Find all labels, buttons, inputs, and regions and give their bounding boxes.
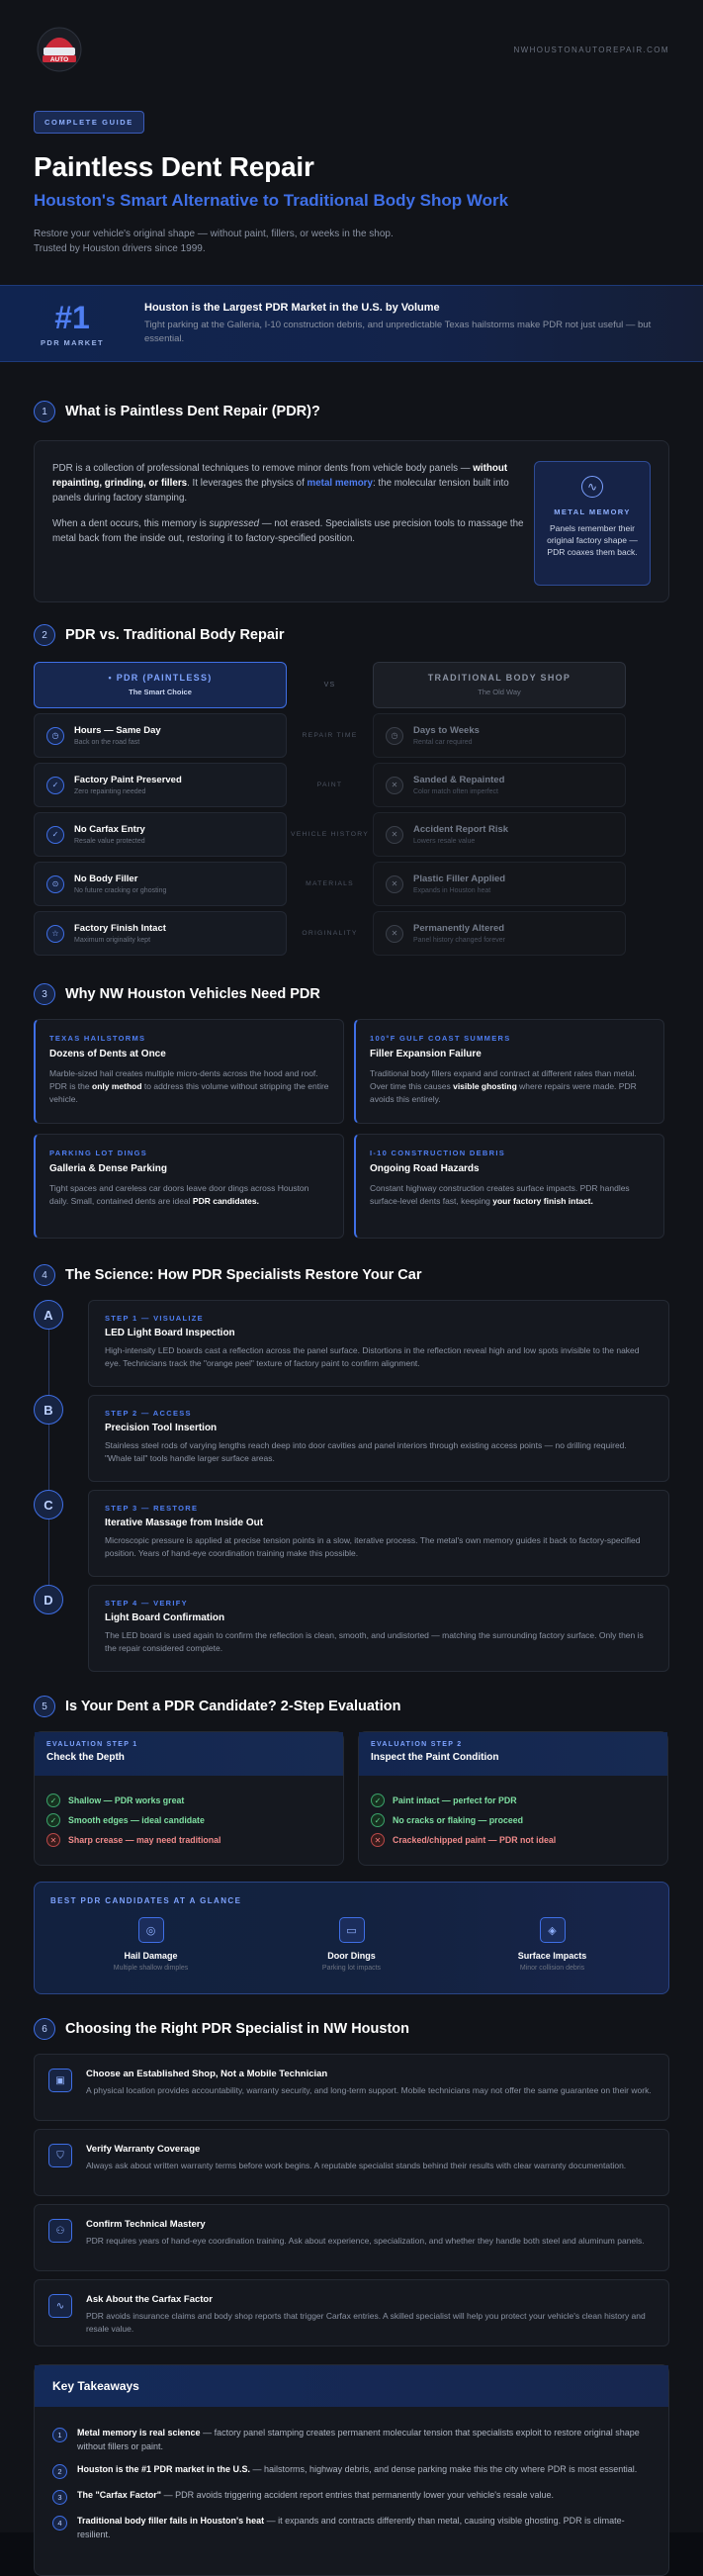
best-item-surface: ◈ Surface Impacts Minor collision debris — [464, 1917, 642, 1972]
takeaway-number: 3 — [52, 2490, 67, 2505]
step-title: Precision Tool Insertion — [105, 1423, 218, 1433]
specialist-tip — [34, 2054, 669, 2121]
x-icon: ✕ — [386, 875, 403, 893]
section-title: Choosing the Right PDR Specialist in NW Houston — [65, 2021, 409, 2037]
reason-title: Ongoing Road Hazards — [370, 1163, 480, 1174]
pdr-cell-title: No Body Filler — [74, 874, 138, 884]
section-number: 4 — [34, 1264, 55, 1286]
check-icon: ◷ — [46, 727, 64, 745]
step-kicker: STEP 2 — ACCESS — [105, 1409, 192, 1418]
step-desc: High-intensity LED boards cast a reflection across the panel surface. Distortions in the reflection reveal high and low spots invisible to the naked eye. Technicians track the "orange peel" texture of factory paint to confirm alignment. — [105, 1345, 640, 1368]
x-icon: ✕ — [386, 777, 403, 794]
reason-desc: Tight spaces and careless car doors leave door dings across Houston daily. Small, contained dents are ideal PDR candidates. — [49, 1183, 309, 1206]
best-item-hail: ◎ Hail Damage Multiple shallow dimples — [62, 1917, 240, 1972]
row-category: ORIGINALITY — [302, 930, 358, 937]
section-number: 3 — [34, 983, 55, 1005]
step-desc: Stainless steel rods of varying lengths reach deep into door cavities and panel interiors through existing access points — no drilling required. "Whale tail" tools handle larger surface areas. — [105, 1440, 627, 1463]
check-icon: ✓ — [46, 826, 64, 844]
specialist-tip — [34, 2279, 669, 2346]
vs-label: VS — [323, 682, 336, 689]
reason-kicker: 100°F GULF COAST SUMMERS — [370, 1034, 511, 1043]
tip-title: Ask About the Carfax Factor — [86, 2294, 213, 2305]
body-shop-column-header: TRADITIONAL BODY SHOP The Old Way — [373, 662, 626, 708]
reason-desc: Traditional body fillers expand and contract at different rates than metal. Over time this causes visible ghosting where repairs were made. PDR avoids this entirely. — [370, 1068, 637, 1104]
step-kicker: STEP 1 — VISUALIZE — [105, 1314, 204, 1323]
check-icon: ✓ — [46, 1794, 60, 1807]
comparison-row — [34, 812, 669, 857]
body-shop-cell — [373, 911, 626, 956]
check-icon: ✓ — [46, 1813, 60, 1827]
x-icon: ✕ — [386, 826, 403, 844]
takeaway-item — [52, 2488, 651, 2505]
best-candidates-panel — [34, 1882, 669, 1994]
evaluation-title: Inspect the Paint Condition — [371, 1752, 499, 1763]
evaluation-title: Check the Depth — [46, 1752, 125, 1763]
header — [34, 22, 669, 77]
logo[interactable] — [34, 26, 85, 73]
check-icon: ✓ — [371, 1794, 385, 1807]
evaluation-card — [358, 1731, 668, 1866]
callout-title: METAL MEMORY — [554, 507, 631, 516]
body-shop-cell — [373, 812, 626, 857]
timeline-line — [48, 1519, 49, 1585]
step-title: LED Light Board Inspection — [105, 1328, 235, 1338]
pdr-definition-card — [34, 440, 669, 602]
tip-desc: PDR avoids insurance claims and body shop reports that trigger Carfax entries. A skilled specialist will help you protect your vehicle's clean history and resale value. — [86, 2311, 646, 2334]
timeline-line — [48, 1330, 49, 1395]
pdr-cell — [34, 763, 287, 807]
key-takeaways — [34, 2364, 669, 2576]
pdr-cell — [34, 911, 287, 956]
reason-card — [354, 1134, 664, 1239]
reason-desc: Marble-sized hail creates multiple micro-dents across the hood and roof. PDR is the only method to address this volume without stripping the entire vehicle. — [49, 1068, 329, 1104]
step-kicker: STEP 3 — RESTORE — [105, 1504, 199, 1513]
section-number: 1 — [34, 401, 55, 422]
section-science — [0, 1264, 703, 1672]
row-category: REPAIR TIME — [302, 732, 358, 739]
body-shop-cell — [373, 862, 626, 906]
section-title: Why NW Houston Vehicles Need PDR — [65, 986, 320, 1002]
evaluation-card — [34, 1731, 344, 1866]
x-icon: ✕ — [371, 1833, 385, 1847]
section-what-is-pdr — [0, 401, 703, 602]
reason-card — [34, 1134, 344, 1239]
reason-kicker: I-10 CONSTRUCTION DEBRIS — [370, 1149, 506, 1157]
check-icon: ☆ — [46, 925, 64, 943]
layers-icon: ◈ — [540, 1917, 566, 1943]
body-shop-cell-title: Days to Weeks — [413, 725, 480, 736]
body-shop-cell-sub: Panel history changed forever — [413, 937, 505, 944]
callout-desc: Panels remember their original factory shape — PDR coaxes them back. — [547, 523, 638, 557]
pdr-cell — [34, 713, 287, 758]
briefcase-icon: ▣ — [48, 2069, 72, 2092]
takeaway-number: 1 — [52, 2428, 67, 2442]
target-icon: ◎ — [138, 1917, 164, 1943]
x-icon: ✕ — [46, 1833, 60, 1847]
takeaway-number: 4 — [52, 2516, 67, 2530]
best-candidates-title: BEST PDR CANDIDATES AT A GLANCE — [50, 1896, 242, 1905]
users-icon: ⚇ — [48, 2219, 72, 2243]
takeaways-title: Key Takeaways — [35, 2365, 668, 2407]
pdr-cell-title: No Carfax Entry — [74, 824, 145, 835]
takeaway-text: Metal memory is real science — factory panel stamping creates permanent molecular tension that specialists exploit to restore original shape without fillers or paint. — [77, 2428, 640, 2451]
takeaway-item — [52, 2514, 651, 2541]
step-card — [88, 1585, 669, 1672]
x-icon: ✕ — [386, 925, 403, 943]
row-category: PAINT — [316, 782, 343, 788]
tip-desc: A physical location provides accountability, warranty security, and long-term support. Mobile technicians may not offer the same guarantee on their work. — [86, 2085, 652, 2095]
body-shop-cell-title: Accident Report Risk — [413, 824, 509, 835]
process-step — [34, 1395, 669, 1482]
pdr-cell-sub: No future cracking or ghosting — [74, 887, 167, 894]
takeaway-number: 2 — [52, 2464, 67, 2479]
band-desc: Tight parking at the Galleria, I-10 construction debris, and unpredictable Texas hailstorms make PDR not just useful — but essential. — [144, 319, 652, 344]
intro-text: Restore your vehicle's original shape — without paint, fillers, or weeks in the shop. Trusted by Houston drivers since 1999. — [34, 229, 394, 254]
pdr-cell-sub: Maximum originality kept — [74, 937, 151, 944]
step-desc: The LED board is used again to confirm the reflection is clean, smooth, and undistorted — matching the surrounding factory surface. Only then is the repair considered complete. — [105, 1630, 644, 1653]
market-band — [0, 285, 703, 362]
guide-badge: COMPLETE GUIDE — [34, 111, 144, 134]
evaluation-kicker: EVALUATION STEP 1 — [46, 1741, 138, 1748]
pulse-icon: ∿ — [48, 2294, 72, 2318]
evaluation-item: ✕ Sharp crease — may need traditional — [46, 1833, 331, 1847]
tip-title: Verify Warranty Coverage — [86, 2144, 201, 2155]
tip-desc: Always ask about written warranty terms before work begins. A reputable specialist stands behind their results with clear warranty documentation. — [86, 2161, 627, 2170]
comparison-row — [34, 911, 669, 956]
takeaway-item — [52, 2462, 651, 2479]
pdr-cell — [34, 862, 287, 906]
step-card — [88, 1300, 669, 1387]
car-icon: ▭ — [339, 1917, 365, 1943]
reason-kicker: PARKING LOT DINGS — [49, 1149, 148, 1157]
takeaway-text: Traditional body filler fails in Houston's heat — it expands and contracts differently than metal, causing visible ghosting. PDR is climate-resilient. — [77, 2516, 625, 2539]
pdr-cell-title: Hours — Same Day — [74, 725, 161, 736]
body-shop-cell-sub: Expands in Houston heat — [413, 887, 491, 894]
shield-icon: ⛉ — [48, 2144, 72, 2167]
step-letter: A — [34, 1300, 63, 1330]
step-title: Light Board Confirmation — [105, 1612, 225, 1623]
section-title: What is Paintless Dent Repair (PDR)? — [65, 404, 320, 419]
pdr-definition-text: PDR is a collection of professional techniques to remove minor dents from vehicle body panels — without repainting, grinding, or fillers. It leverages the physics of metal memory: the molecular tension built into panels during factory stamping. When a dent occurs, this memory is suppressed — not erased. Specialists use precision tools to massage the metal back from the inside out, restoring it to factory-specified position. — [52, 463, 524, 544]
section-evaluation — [0, 1696, 703, 1994]
section-why-houston — [0, 983, 703, 1239]
svg-text:AUTO: AUTO — [49, 56, 69, 63]
evaluation-item: ✓ No cracks or flaking — proceed — [371, 1813, 656, 1827]
comparison-row — [34, 763, 669, 807]
step-card — [88, 1395, 669, 1482]
metal-memory-callout — [534, 461, 651, 586]
step-letter: C — [34, 1490, 63, 1519]
takeaway-text: Houston is the #1 PDR market in the U.S. — hailstorms, highway debris, and dense parking make this the city where PDR is most essential. — [77, 2464, 638, 2474]
section-title: Is Your Dent a PDR Candidate? 2-Step Evaluation — [65, 1699, 401, 1714]
body-shop-cell — [373, 763, 626, 807]
comparison-row — [34, 862, 669, 906]
site-url[interactable]: NWHOUSTONAUTOREPAIR.COM — [513, 45, 669, 54]
page-subtitle: Houston's Smart Alternative to Traditional Body Shop Work — [34, 191, 509, 210]
evaluation-item: ✓ Shallow — PDR works great — [46, 1794, 331, 1807]
process-step — [34, 1300, 669, 1387]
section-choosing — [0, 2018, 703, 2576]
check-icon: ✓ — [371, 1813, 385, 1827]
band-label: PDR MARKET — [41, 338, 104, 347]
body-shop-cell — [373, 713, 626, 758]
specialist-tip — [34, 2129, 669, 2196]
band-title: Houston is the Largest PDR Market in the U.S. by Volume — [144, 301, 440, 314]
section-number: 2 — [34, 624, 55, 646]
reason-card — [354, 1019, 664, 1124]
pdr-cell — [34, 812, 287, 857]
step-desc: Microscopic pressure is applied at precise tension points in a slow, iterative process. The metal's own memory guides it back to factory-specified position. Years of hand-eye coordination training make this possible. — [105, 1535, 641, 1558]
x-icon: ◷ — [386, 727, 403, 745]
evaluation-item: ✓ Smooth edges — ideal candidate — [46, 1813, 331, 1827]
body-shop-cell-sub: Rental car required — [413, 739, 473, 746]
best-item-door: ▭ Door Dings Parking lot impacts — [263, 1917, 441, 1972]
reason-title: Dozens of Dents at Once — [49, 1049, 166, 1059]
step-title: Iterative Massage from Inside Out — [105, 1518, 264, 1528]
reason-title: Filler Expansion Failure — [370, 1049, 482, 1059]
row-category: MATERIALS — [306, 880, 354, 887]
section-title: PDR vs. Traditional Body Repair — [65, 627, 285, 643]
page-title: Paintless Dent Repair — [34, 151, 314, 182]
check-icon: ✓ — [46, 777, 64, 794]
takeaway-text: The "Carfax Factor" — PDR avoids triggering accident report entries that permanently lower your vehicle's resale value. — [77, 2490, 554, 2500]
section-number: 5 — [34, 1696, 55, 1717]
body-shop-cell-title: Plastic Filler Applied — [413, 874, 506, 884]
pdr-cell-title: Factory Paint Preserved — [74, 775, 182, 785]
evaluation-item: ✓ Paint intact — perfect for PDR — [371, 1794, 656, 1807]
reason-desc: Constant highway construction creates surface impacts. PDR handles surface-level dents fast, keeping your factory finish intact. — [370, 1183, 630, 1206]
timeline-line — [48, 1425, 49, 1490]
band-number: #1 — [54, 300, 90, 335]
step-kicker: STEP 4 — VERIFY — [105, 1599, 188, 1608]
pdr-cell-title: Factory Finish Intact — [74, 923, 166, 934]
body-shop-cell-sub: Color match often imperfect — [413, 788, 498, 795]
row-category: VEHICLE HISTORY — [291, 831, 369, 838]
body-shop-cell-sub: Lowers resale value — [413, 838, 476, 845]
specialist-tip — [34, 2204, 669, 2271]
wave-icon: ∿ — [581, 476, 603, 498]
process-step — [34, 1585, 669, 1672]
step-card — [88, 1490, 669, 1577]
tip-title: Confirm Technical Mastery — [86, 2219, 206, 2230]
body-shop-cell-title: Sanded & Repainted — [413, 775, 505, 785]
takeaway-item — [52, 2426, 651, 2453]
pdr-cell-sub: Back on the road fast — [74, 739, 140, 746]
check-icon: ⊙ — [46, 875, 64, 893]
process-step — [34, 1490, 669, 1577]
pdr-column-header: • PDR (PAINTLESS) The Smart Choice — [34, 662, 287, 708]
body-shop-cell-title: Permanently Altered — [413, 923, 505, 934]
pdr-cell-sub: Zero repainting needed — [74, 788, 146, 795]
reason-title: Galleria & Dense Parking — [49, 1163, 167, 1174]
step-letter: B — [34, 1395, 63, 1425]
section-number: 6 — [34, 2018, 55, 2040]
pdr-cell-sub: Resale value protected — [74, 838, 145, 845]
comparison-row — [34, 713, 669, 758]
reason-card — [34, 1019, 344, 1124]
section-comparison — [0, 624, 703, 956]
step-letter: D — [34, 1585, 63, 1614]
evaluation-kicker: EVALUATION STEP 2 — [371, 1741, 463, 1748]
tip-desc: PDR requires years of hand-eye coordination training. Ask about experience, specialization, and whether they handle both steel and aluminum panels. — [86, 2236, 645, 2246]
reason-kicker: TEXAS HAILSTORMS — [49, 1034, 146, 1043]
tip-title: Choose an Established Shop, Not a Mobile Technician — [86, 2069, 328, 2079]
evaluation-item: ✕ Cracked/chipped paint — PDR not ideal — [371, 1833, 656, 1847]
section-title: The Science: How PDR Specialists Restore Your Car — [65, 1267, 422, 1283]
